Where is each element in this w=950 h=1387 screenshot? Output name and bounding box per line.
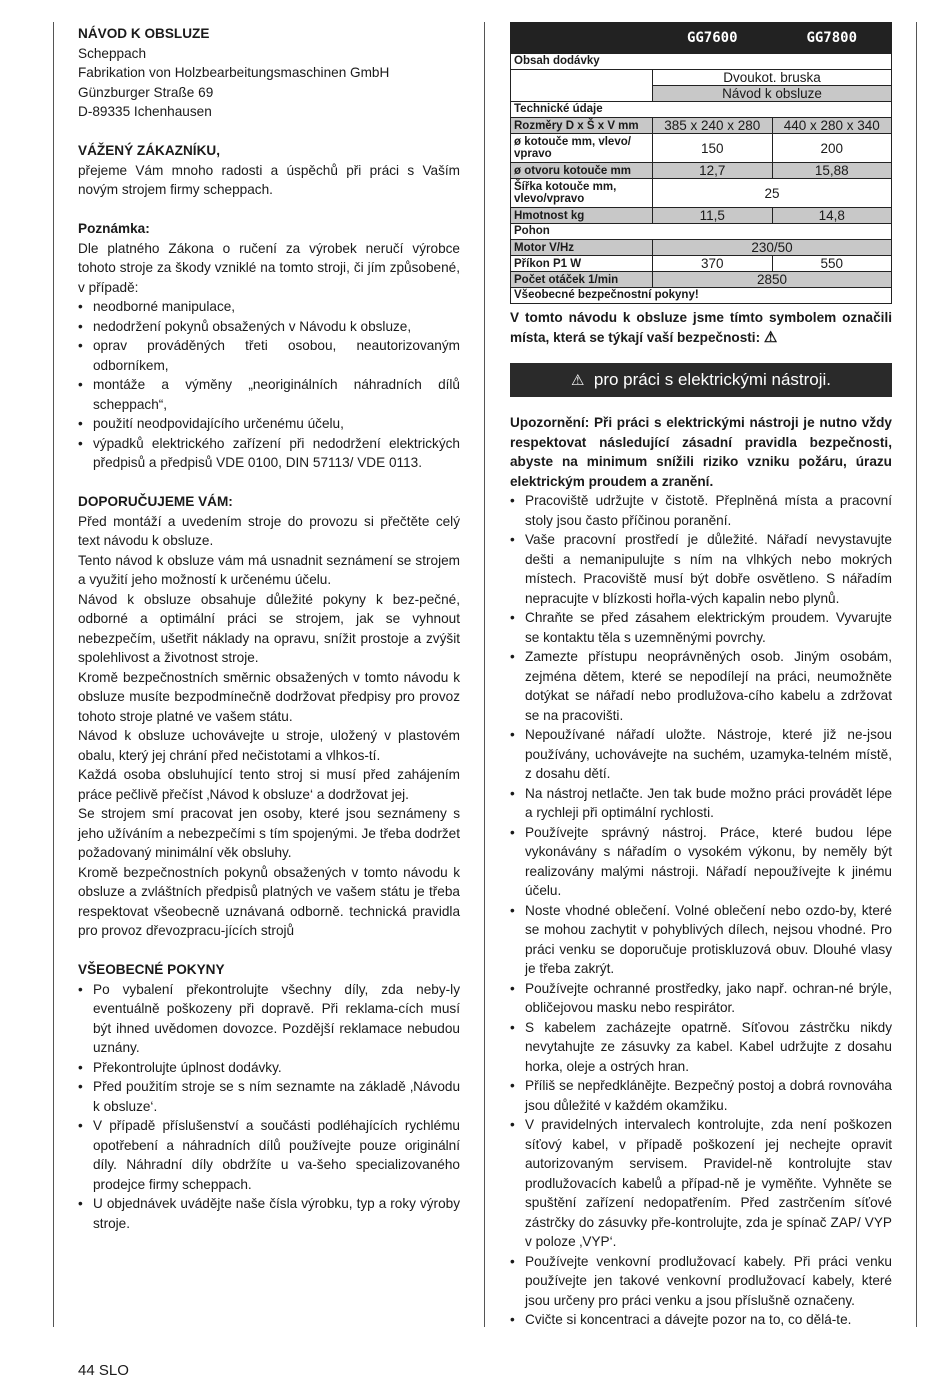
spec-value: 550 <box>772 256 892 272</box>
recommend-paragraph: Návod k obsluze uchovávejte u stroje, uložený v plastovém obalu, který jej chrání před nečistotami a vlhkos-tí. <box>78 728 460 763</box>
list-item: • Používejte ochranné prostředky, jako např. ochran-né brýle, obličejovou masku nebo respirátor. <box>510 979 892 1018</box>
list-item: • Překontrolujte úplnost dodávky. <box>78 1058 460 1078</box>
note-intro: Dle platného Zákona o ručení za výrobek neručí výrobce tohoto stroje za škody vzniklé na tomto stroji, či jím způsobené, v případě: <box>78 240 460 295</box>
section-row: Pohon <box>511 224 892 240</box>
section-row: Všeobecné bezpečnostní pokyny! <box>511 288 892 304</box>
symbol-note-text: V tomto návodu k obsluze jsme tímto symbolem označili místa, která se týkají vaší bezpečnosti: <box>510 310 892 345</box>
dear-customer-heading: VÁŽENÝ ZÁKAZNÍKU, <box>78 143 220 158</box>
left-column <box>78 24 460 1233</box>
electrical-tools-banner <box>510 363 892 397</box>
recommend-paragraph: Návod k obsluze obsahuje důležité pokyny k bez-pečné, odborné a optimální práci se strojem, jak se vyhnout nebezpečím, ušetřit náklady na opravu, snížit prostoje a zvýšit spolehlivost a životnost stroje. <box>78 591 460 665</box>
spec-label: ø kotouče mm, vlevo/ vpravo <box>511 134 653 163</box>
spec-value: Návod k obsluze <box>653 86 892 102</box>
list-item: • Nepoužívané nářadí uložte. Nástroje, které již ne-jsou používány, uchovávejte na suchém, uzamyka-telném místě, z dosahu dětí. <box>510 725 892 784</box>
note-list <box>78 297 460 473</box>
recommend-paragraph: Každá osoba obsluhující tento stroj si musí před zahájením práce pečlivě přečíst ‚Návod k obsluze‘ a dodržovat jej. <box>78 767 460 802</box>
spec-value: 370 <box>653 256 773 272</box>
greeting-text: přejeme Vám mnoho radosti a úspěchů při práci s Vaším novým strojem firmy scheppach. <box>78 162 460 197</box>
spec-label: Rozměry D x Š x V mm <box>511 118 653 134</box>
general-heading: VŠEOBECNÉ POKYNY <box>78 962 225 977</box>
list-item: • Před použitím stroje se s ním seznamte na základě ‚Návodu k obsluze‘. <box>78 1077 460 1116</box>
spec-value: 25 <box>653 179 892 208</box>
address-line: D-89335 Ichenhausen <box>78 104 212 119</box>
recommend-paragraph: Tento návod k obsluze vám má usnadnit seznámení se strojem a využití jeho možností k určenému účelu. <box>78 552 460 587</box>
list-item: • Vaše pracovní prostředí je důležité. Nářadí nevystavujte dešti a nemanipulujte s ním na vlhkých nebo mokrých místech. Pracoviště musí být dobře osvětleno. S nářadím nepracujte v blízkosti hořla-vých kapalin nebo plynů. <box>510 530 892 608</box>
spec-label: Počet otáček 1/min <box>511 272 653 288</box>
list-item: • Po vybalení překontrolujte všechny díly, zda neby-ly eventuálně poškozeny při dopravě. Při reklama-cích musí být ihned uvědomen dovozce. Pozdější reklamace nebudou uznány. <box>78 980 460 1058</box>
list-item: • Na nástroj netlačte. Jen tak bude možno práci provádět lépe a rychleji při optimální rychlosti. <box>510 784 892 823</box>
list-item: • Zamezte přístupu neoprávněných osob. Jiným osobám, zejména dětem, které se nepodílejí na práci, neumožněte dotýkat se nářadí nebo prodlužova-cího kabelu a zdržovat se na pracovišti. <box>510 647 892 725</box>
spec-value: 200 <box>772 134 892 163</box>
recommend-paragraph: Kromě bezpečnostních pokynů obsažených v tomto návodu k obsluze a zvláštních předpisů platných ve vašem státu je třeba respektovat všeobecně uznávaná odborně. technická pravidla pro provoz dřevozpracu-jících strojů <box>78 864 460 938</box>
address-line: Fabrikation von Holzbearbeitungsmaschinen GmbH <box>78 65 390 80</box>
spec-value: 15,88 <box>772 163 892 179</box>
safety-list <box>510 491 892 1330</box>
list-item: • V pravidelných intervalech kontrolujte, zda není poškozen síťový kabel, v případě poškození jej nechejte opravit autorizovaným servisem. Pravidel-ně kontrolujte stav prodlužovacích kabelů a případ-ně je vyměňte. Vyhněte se spuštění zařízení nedopatřením. Před zastrčením síťové zástrčky do zásuvky pře-kontrolujte, zda je spínač ZAP/ VYP v poloze ‚VYP‘. <box>510 1115 892 1252</box>
list-item: • použití neodpovidajícího určenému účelu, <box>78 414 460 434</box>
spec-value: Dvoukot. bruska <box>653 70 892 86</box>
list-item: • nedodržení pokynů obsažených v Návodu k obsluze, <box>78 317 460 337</box>
list-item: • Chraňte se před zásahem elektrickým proudem. Vyvarujte se kontaktu těla s uzemněnými povrchy. <box>510 608 892 647</box>
list-item: • V případě příslušenství a součásti podléhajících rychlému opotřebení a náhradních dílů používejte pouze originální díly. Náhradní díly obdržíte u va-šeho specializovaného prodejce firmy scheppach. <box>78 1116 460 1194</box>
center-rule <box>484 22 485 1327</box>
spec-value: 14,8 <box>772 208 892 224</box>
list-item: • Cvičte si koncentraci a dávejte pozor na to, co dělá-te. <box>510 1310 892 1330</box>
left-rule <box>53 22 54 1327</box>
general-list <box>78 980 460 1234</box>
spec-value: 230/50 <box>653 240 892 256</box>
recommend-paragraph: Před montáží a uvedením stroje do provozu si přečtěte celý text návodu k obsluze. <box>78 513 460 548</box>
symbol-note <box>510 308 892 347</box>
list-item: • Používejte venkovní prodlužovací kabely. Při práci venku používejte jen takové venkovní prodlužovací kabely, které jsou určeny pro práci venku a jsou příslušně označeny. <box>510 1252 892 1311</box>
warning-paragraph: Upozornění: Při práci s elektrickými nástroji je nutno vždy respektovat následující zásadní pravidla bezpečnosti, abyste na minimum snížili riziko vzniku požáru, úrazu elektrickým proudem a zranění. <box>510 415 892 489</box>
spec-label: Šířka kotouče mm, vlevo/vpravo <box>511 179 653 208</box>
spec-label: ø otvoru kotouče mm <box>511 163 653 179</box>
spec-table <box>510 22 892 304</box>
spec-value: 2850 <box>653 272 892 288</box>
list-item: • Příliš se nepředklánějte. Bezpečný postoj a dobrá rovnováha jsou důležité v každém okamžiku. <box>510 1076 892 1115</box>
spec-label: Příkon P1 W <box>511 256 653 272</box>
spec-value: 150 <box>653 134 773 163</box>
section-row: Obsah dodávky <box>511 54 892 70</box>
right-rule <box>916 22 917 1327</box>
address-line: Scheppach <box>78 45 147 61</box>
list-item: • neodborné manipulace, <box>78 297 460 317</box>
spec-label: Motor V/Hz <box>511 240 653 256</box>
list-item: • S kabelem zacházejte opatrně. Síťovou zástrčku nikdy nevytahujte ze zásuvky za kabel. Kabel udržujte z dosahu horka, oleje a ostrých hran. <box>510 1018 892 1077</box>
list-item: • výpadků elektrického zařízení při nedodržení elektrických předpisů a předpisů VDE 0100, DIN 57113/ VDE 0113. <box>78 434 460 473</box>
address-line: Günzburger Straße 69 <box>78 84 214 100</box>
recommend-paragraph: Se strojem smí pracovat jen osoby, které jsou seznámeny s jeho užíváním a nebezpečími s tím spojenými. Je třeba dodržet požadovaný minimální věk obsluhy. <box>78 806 460 860</box>
banner-text: pro práci s elektrickými nástroji. <box>593 370 832 389</box>
page-number: 44 SLO <box>78 1362 129 1379</box>
warning-triangle-icon: ⚠ <box>570 372 585 389</box>
recommend-heading: DOPORUČUJEME VÁM: <box>78 494 233 509</box>
list-item: • montáže a výměny „neoriginálních náhradních dílů scheppach“, <box>78 375 460 414</box>
list-item: • Pracoviště udržujte v čistotě. Přeplněná místa a pracovní stoly jsou často příčinou poranění. <box>510 491 892 530</box>
spec-label: Hmotnost kg <box>511 208 653 224</box>
recommend-paragraph: Kromě bezpečnostních směrnic obsažených v tomto návodu k obsluze musíte bezpodmínečně dodržovat předpisy pro provoz tohoto stroje platné ve vašem státu. <box>78 669 460 724</box>
spec-value: 12,7 <box>653 163 773 179</box>
note-heading: Poznámka: <box>78 221 150 236</box>
address-block <box>78 44 460 122</box>
model-header: GG7600 <box>653 23 773 54</box>
spec-value: 440 x 280 x 340 <box>772 118 892 134</box>
spec-value: 11,5 <box>653 208 773 224</box>
right-column <box>510 24 892 1330</box>
manual-heading: NÁVOD K OBSLUZE <box>78 26 210 41</box>
section-row: Technické údaje <box>511 102 892 118</box>
warning-triangle-icon: ⚠ <box>763 328 778 346</box>
model-header: GG7800 <box>772 23 892 54</box>
list-item: • U objednávek uvádějte naše čísla výrobku, typ a roky výroby stroje. <box>78 1194 460 1233</box>
list-item: • Používejte správný nástroj. Práce, které budou lépe vykonávány s nářadím o vysokém výkonu, by neměly být realizovány malými nástroji. Nářadí nepoužívejte k jinému účelu. <box>510 823 892 901</box>
list-item: • oprav prováděných třeti osobou, neautorizovaným odborníkem, <box>78 336 460 375</box>
list-item: • Noste vhodné oblečení. Volné oblečení nebo ozdo-by, které se mohou zachytit v pohyblivých dílech, nejsou vhodné. Pro práci venku se doporučuje protiskluzová obuv. Dlouhé vlasy je třeba zakrýt. <box>510 901 892 979</box>
spec-value: 385 x 240 x 280 <box>653 118 773 134</box>
